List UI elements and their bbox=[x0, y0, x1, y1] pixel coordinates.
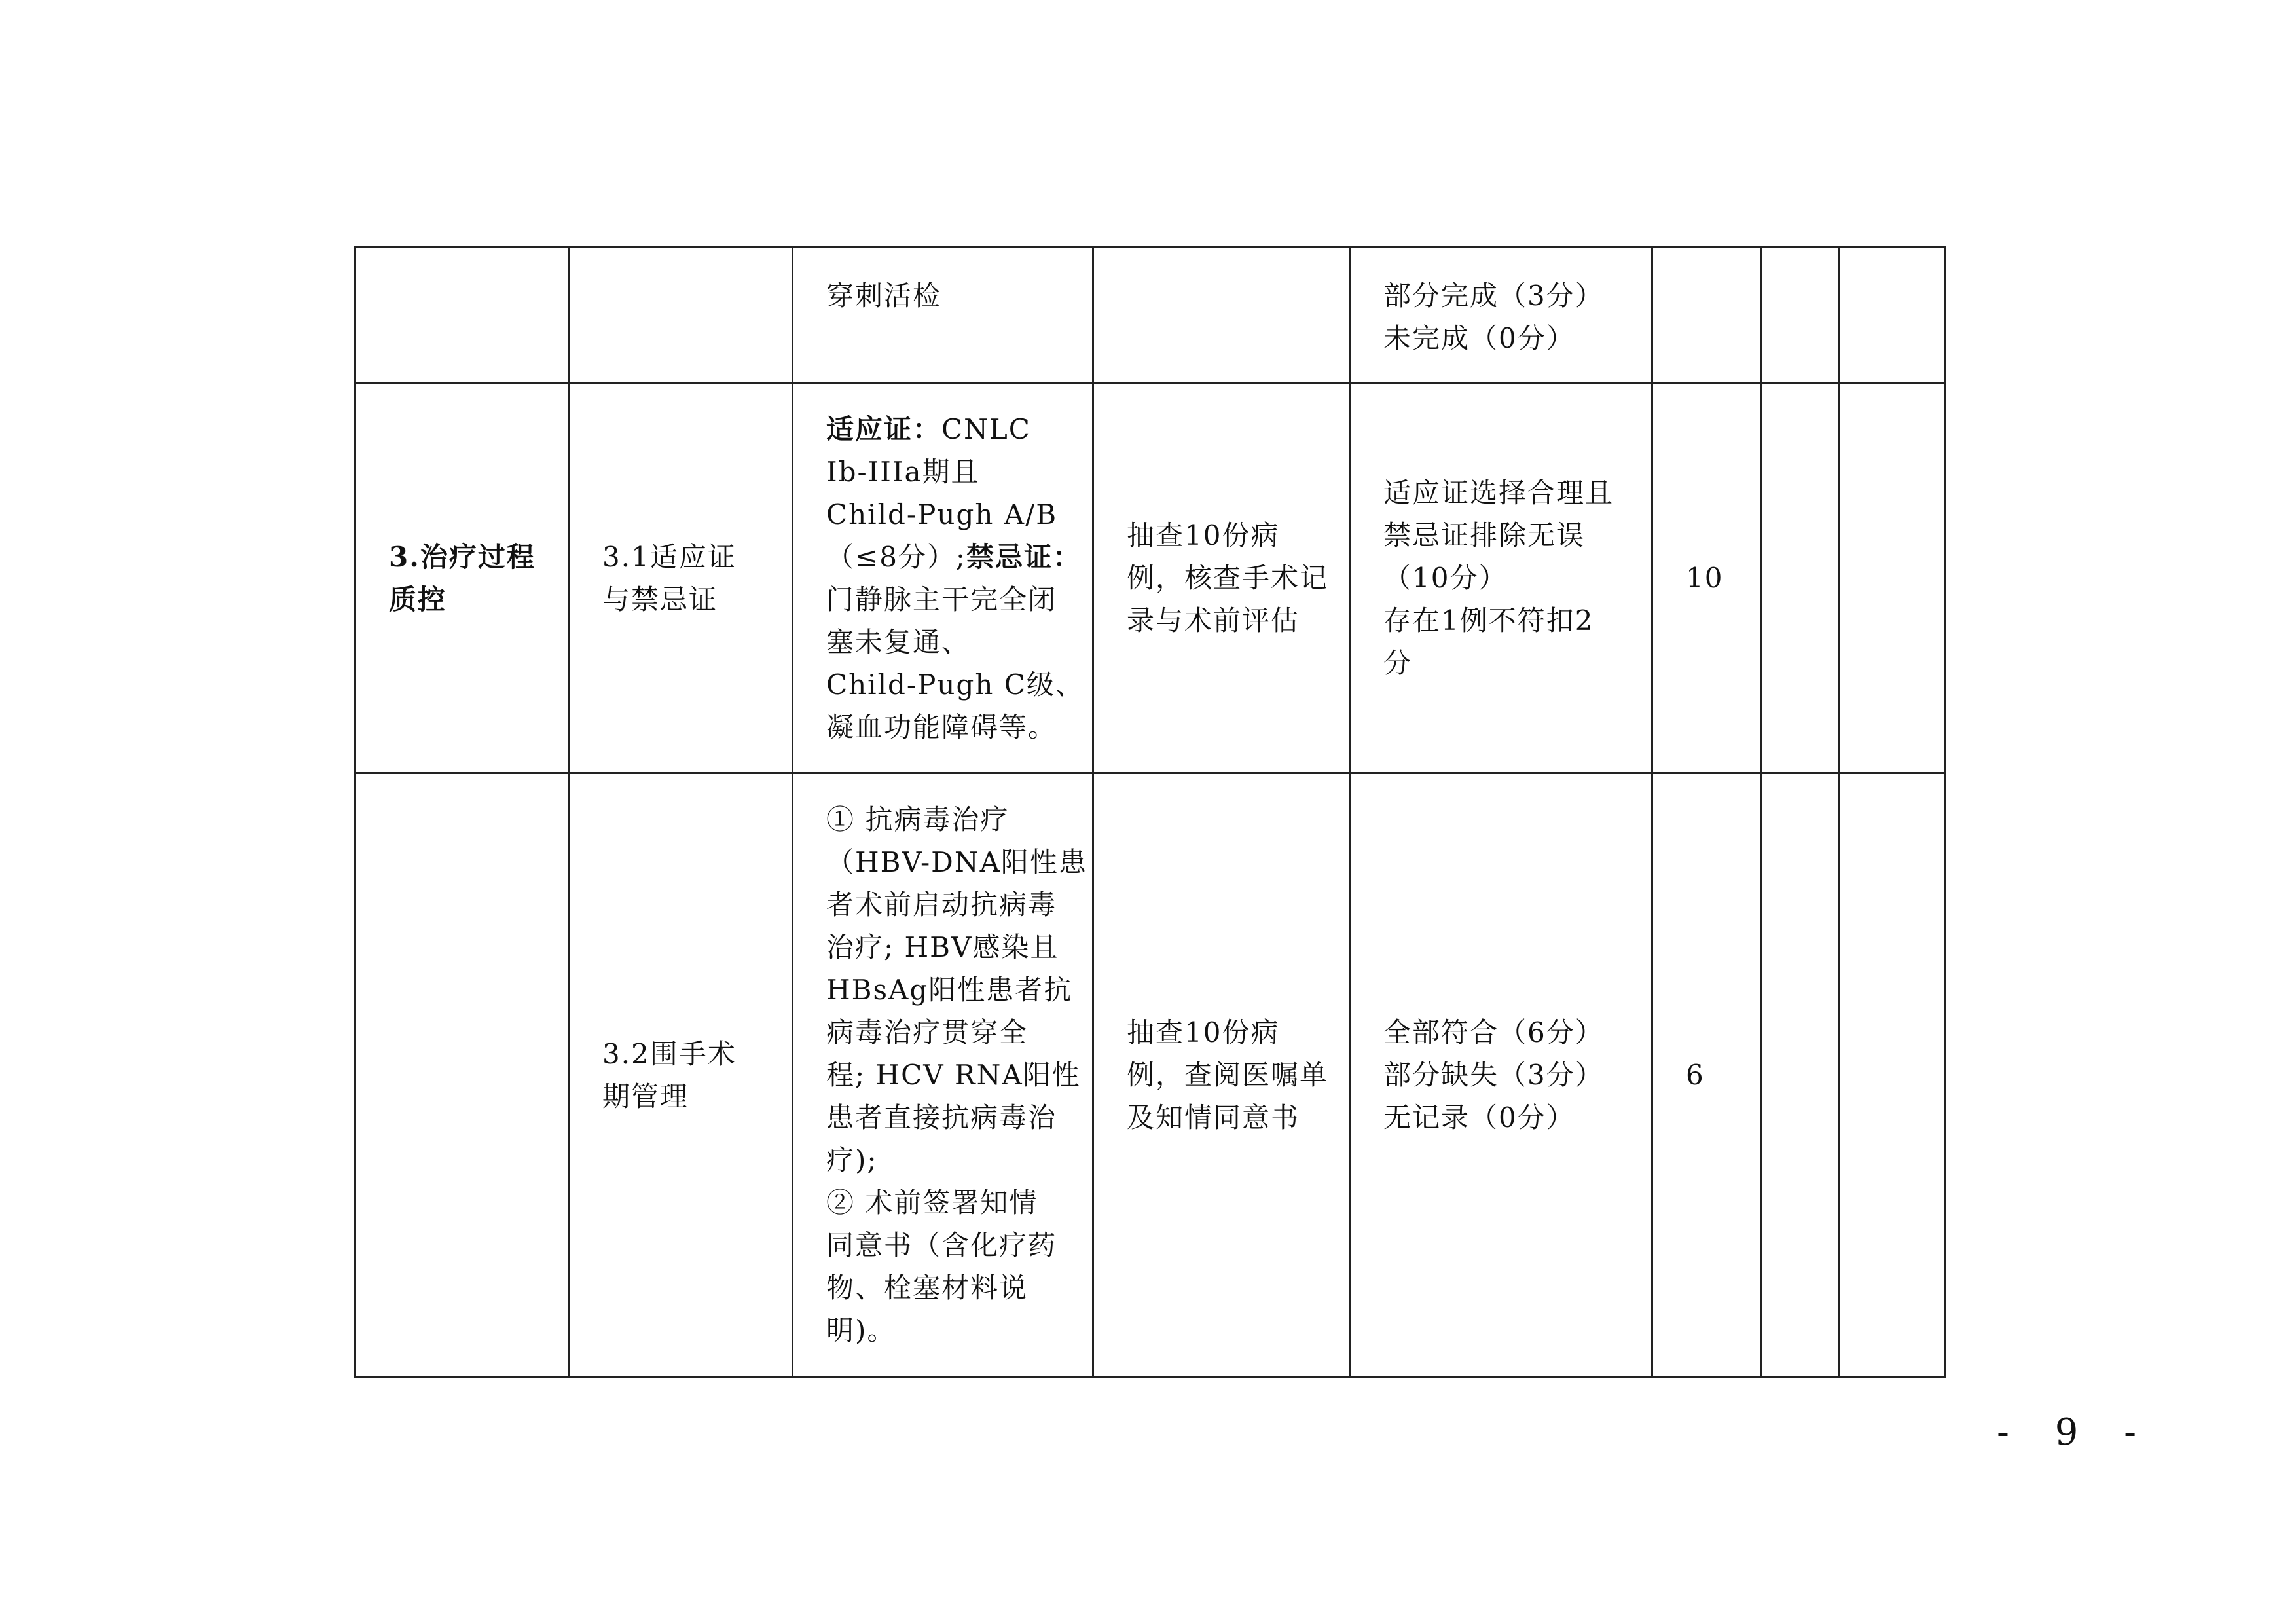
table-row bbox=[355, 773, 1945, 1377]
category-cell bbox=[355, 248, 569, 383]
item-cell bbox=[569, 773, 793, 1377]
item-cell bbox=[569, 383, 793, 773]
standard-line: 分 bbox=[1383, 647, 1413, 679]
standard-line: 无记录（0分） bbox=[1383, 1101, 1575, 1134]
assessment-table bbox=[354, 246, 1946, 1378]
blank-cell bbox=[1761, 773, 1839, 1377]
method-cell bbox=[1093, 383, 1350, 773]
standard-line: 禁忌证排除无误 bbox=[1383, 519, 1586, 551]
standard-line: 适应证选择合理且 bbox=[1383, 477, 1614, 509]
content-line: 塞未复通、 bbox=[826, 625, 971, 658]
standard-cell bbox=[1350, 773, 1652, 1377]
content-line: （HBV-DNA阳性患 bbox=[826, 846, 1087, 878]
content-line: Ib-IIIa期且 bbox=[826, 455, 980, 488]
category-cell bbox=[355, 773, 569, 1377]
content-line: Child-Pugh A/B bbox=[826, 498, 1058, 530]
standard-line: 未完成（0分） bbox=[1383, 322, 1575, 354]
standard-line: 全部符合（6分） bbox=[1383, 1016, 1604, 1048]
blank-cell bbox=[1839, 773, 1945, 1377]
method-cell bbox=[1093, 773, 1350, 1377]
content-cell bbox=[793, 383, 1093, 773]
content-line: 凝血功能障碍等。 bbox=[826, 710, 1057, 743]
category-cell bbox=[355, 383, 569, 773]
score-cell bbox=[1652, 248, 1761, 383]
content-cell bbox=[793, 773, 1093, 1377]
content-line: 同意书（含化疗药 bbox=[826, 1229, 1057, 1261]
category-line: 3.治疗过程 bbox=[389, 540, 536, 573]
content-line: 病毒治疗贯穿全 bbox=[826, 1016, 1029, 1048]
content-line: 穿刺活检 bbox=[826, 280, 942, 312]
content-line: 患者直接抗病毒治 bbox=[826, 1101, 1057, 1134]
content-line: 治疗; HBV感染且 bbox=[826, 931, 1059, 963]
content-line: Child-Pugh C级、 bbox=[826, 668, 1084, 701]
method-line: 录与术前评估 bbox=[1127, 604, 1300, 637]
content-line-contraindication: （≤8分）;禁忌证： bbox=[826, 540, 1082, 573]
standard-line: 部分完成（3分） bbox=[1383, 280, 1604, 312]
content-line: 者术前启动抗病毒 bbox=[826, 889, 1057, 921]
content-line: 门静脉主干完全闭 bbox=[826, 583, 1057, 616]
content-line: ② 术前签署知情 bbox=[826, 1187, 1038, 1219]
blank-cell bbox=[1839, 383, 1945, 773]
score-cell: 6 bbox=[1652, 773, 1761, 1377]
standard-cell bbox=[1350, 383, 1652, 773]
content-line-indication: 适应证：CNLC bbox=[826, 413, 1031, 445]
table-row bbox=[355, 248, 1945, 383]
content-line: HBsAg阳性患者抗 bbox=[826, 974, 1073, 1006]
standard-line: 部分缺失（3分） bbox=[1383, 1059, 1604, 1091]
standard-cell bbox=[1350, 248, 1652, 383]
page-number: - 9 - bbox=[1997, 1411, 2154, 1454]
blank-cell bbox=[1761, 383, 1839, 773]
table-row bbox=[355, 383, 1945, 773]
item-cell bbox=[569, 248, 793, 383]
score-cell: 10 bbox=[1652, 383, 1761, 773]
item-line: 期管理 bbox=[602, 1080, 689, 1113]
content-cell bbox=[793, 248, 1093, 383]
method-line: 例，查阅医嘱单 bbox=[1127, 1059, 1329, 1091]
blank-cell bbox=[1839, 248, 1945, 383]
content-line: ① 抗病毒治疗 bbox=[826, 803, 1010, 836]
blank-cell bbox=[1761, 248, 1839, 383]
item-line: 与禁忌证 bbox=[602, 583, 718, 616]
content-line: 明)。 bbox=[826, 1314, 896, 1346]
standard-line: 存在1例不符扣2 bbox=[1383, 604, 1594, 637]
method-line: 例，核查手术记 bbox=[1127, 562, 1329, 594]
content-line: 物、栓塞材料说 bbox=[826, 1272, 1029, 1304]
content-line: 疗); bbox=[826, 1144, 878, 1176]
method-line: 抽查10份病 bbox=[1127, 519, 1280, 551]
method-line: 及知情同意书 bbox=[1127, 1101, 1300, 1134]
content-line: 程; HCV RNA阳性 bbox=[826, 1059, 1081, 1091]
item-line: 3.1适应证 bbox=[602, 540, 737, 573]
method-cell bbox=[1093, 248, 1350, 383]
method-line: 抽查10份病 bbox=[1127, 1016, 1280, 1048]
item-line: 3.2围手术 bbox=[602, 1037, 737, 1070]
standard-line: （10分） bbox=[1383, 562, 1508, 594]
category-line: 质控 bbox=[389, 583, 447, 616]
